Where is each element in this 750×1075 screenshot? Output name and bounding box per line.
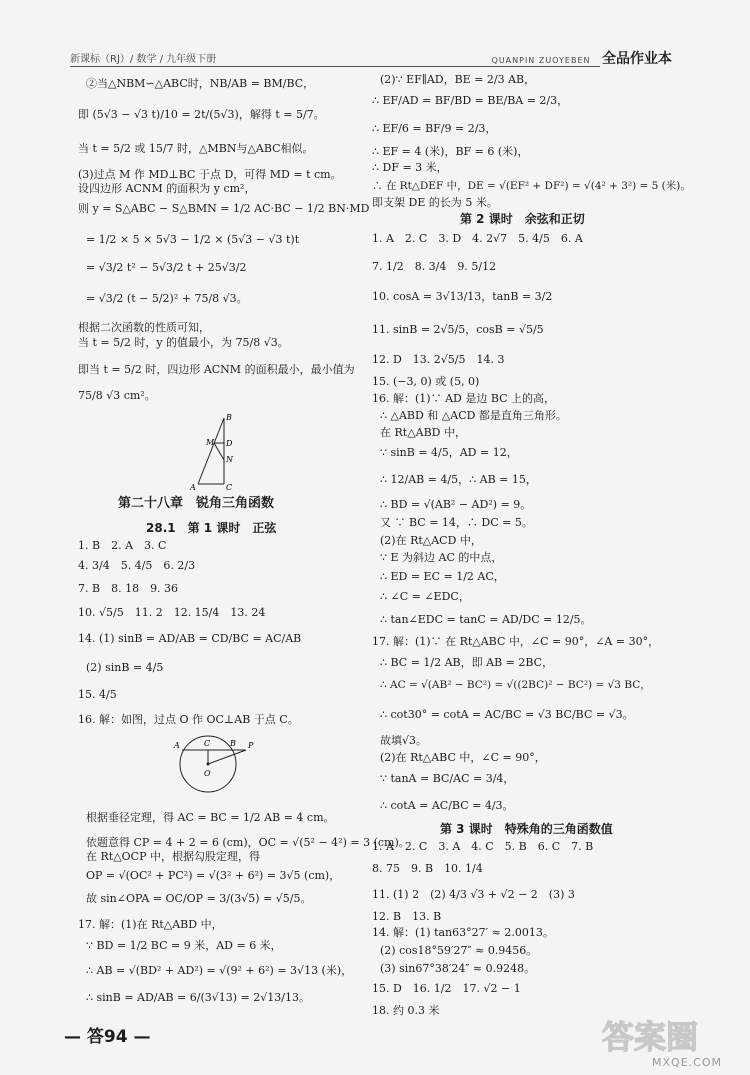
- text-line: 即 (5√3 − √3 t)/10 = 2t/(5√3)，解得 t = 5/7。: [78, 108, 325, 121]
- watermark-text: 答案圈: [602, 1018, 699, 1056]
- text-line: 故 sin∠OPA = OC/OP = 3/(3√5) = √5/5。: [86, 892, 312, 905]
- text-line: 18. 约 0.3 米: [372, 1004, 440, 1017]
- text-line: 16. 解：(1)∵ AD 是边 BC 上的高，: [372, 392, 556, 405]
- text-line: 10. cosA = 3√13/13，tanB = 3/2: [372, 290, 553, 303]
- text-line: ∵ tanA = BC/AC = 3/4，: [380, 772, 515, 785]
- text-line: ∴ BC = 1/2 AB，即 AB = 2BC，: [380, 656, 554, 669]
- watermark-url: MXQE.COM: [652, 1056, 722, 1069]
- text-line: (3)过点 M 作 MD⊥BC 于点 D，可得 MD = t cm。: [78, 168, 342, 181]
- section-title: 28.1 第 1 课时 正弦: [146, 521, 277, 535]
- text-line: 根据垂径定理，得 AC = BC = 1/2 AB = 4 cm。: [86, 811, 335, 824]
- text-line: (2) sinB = 4/5: [86, 661, 164, 674]
- text-line: ∴ DF = 3 米，: [372, 161, 448, 174]
- text-line: 当 t = 5/2 或 15/7 时，△MBN与△ABC相似。: [78, 142, 314, 155]
- text-line: ∴ 12/AB = 4/5，∴ AB = 15，: [380, 473, 537, 486]
- text-line: 7. B 8. 18 9. 36: [78, 582, 179, 595]
- fig2-label: O: [204, 769, 211, 778]
- text-line: 4. 3/4 5. 4/5 6. 2/3: [78, 559, 196, 572]
- text-line: 15. D 16. 1/2 17. √2 − 1: [372, 982, 521, 995]
- text-line: (2)∵ EF∥AD，BE = 2/3 AB，: [380, 73, 536, 86]
- text-line: (3) sin67°38′24″ ≈ 0.9248。: [380, 962, 536, 975]
- text-line: ②当△NBM∽△ABC时，NB/AB = BM/BC，: [86, 77, 315, 90]
- text-line: ∴ 在 Rt△DEF 中，DE = √(EF² + DF²) = √(4² + 3²) = 5 (米)。: [372, 180, 691, 192]
- text-line: 16. 解：如图，过点 O 作 OC⊥AB 于点 C。: [78, 713, 299, 726]
- text-line: ∵ BD = 1/2 BC = 9 米，AD = 6 米，: [86, 939, 282, 952]
- text-line: (2) cos18°59′27″ ≈ 0.9456。: [380, 944, 538, 957]
- text-line: ∴ EF/6 = BF/9 = 2/3，: [372, 122, 497, 135]
- text-line: ∴ cotA = AC/BC = 4/3。: [380, 799, 514, 812]
- fig1-label: A: [190, 483, 196, 492]
- text-line: 10. √5/5 11. 2 12. 15/4 13. 24: [78, 606, 266, 619]
- fig1-label: B: [226, 413, 232, 422]
- brand: [492, 48, 672, 68]
- text-line: 设四边形 ACNM 的面积为 y cm²，: [78, 182, 256, 195]
- page-number-text: 答94: [86, 1027, 128, 1047]
- text-line: ∴ ∠C = ∠EDC，: [380, 590, 470, 603]
- text-line: (2)在 Rt△ACD 中，: [380, 534, 482, 547]
- text-line: = √3/2 (t − 5/2)² + 75/8 √3。: [86, 292, 248, 305]
- text-line: 15. 4/5: [78, 688, 117, 701]
- text-line: 7. 1/2 8. 3/4 9. 5/12: [372, 260, 497, 273]
- text-line: 则 y = S△ABC − S△BMN = 1/2 AC·BC − 1/2 BN·MD: [78, 202, 370, 215]
- fig1-label: N: [226, 455, 233, 464]
- text-line: ∴ EF = 4 (米)，BF = 6 (米)，: [372, 145, 529, 158]
- text-line: 12. B 13. B: [372, 910, 442, 923]
- text-line: 8. 75 9. B 10. 1/4: [372, 862, 483, 875]
- text-line: ∴ ED = EC = 1/2 AC，: [380, 570, 505, 583]
- text-line: (2)在 Rt△ABC 中，∠C = 90°，: [380, 751, 546, 764]
- text-line: 1. A 2. C 3. D 4. 2√7 5. 4/5 6. A: [372, 232, 583, 245]
- fig2-label: B: [230, 739, 236, 748]
- text-line: 11. (1) 2 (2) 4/3 √3 + √2 − 2 (3) 3: [372, 888, 575, 901]
- text-line: 14. 解：(1) tan63°27′ ≈ 2.0013。: [372, 926, 554, 939]
- circle-figure: [166, 726, 256, 798]
- text-line: = √3/2 t² − 5√3/2 t + 25√3/2: [86, 261, 247, 274]
- text-line: 17. 解：(1)∵ 在 Rt△ABC 中，∠C = 90°，∠A = 30°，: [372, 635, 660, 648]
- text-line: 在 Rt△ABD 中，: [380, 426, 467, 439]
- fig2-label: P: [248, 741, 254, 750]
- fig2-label: A: [174, 741, 180, 750]
- text-line: ∴ △ABD 和 △ACD 都是直角三角形。: [380, 409, 567, 422]
- text-line: 即当 t = 5/2 时，四边形 ACNM 的面积最小，最小值为: [78, 363, 355, 376]
- text-line: ∴ AB = √(BD² + AD²) = √(9² + 6²) = 3√13 (米)，: [86, 964, 353, 977]
- text-line: ∵ E 为斜边 AC 的中点，: [380, 551, 503, 564]
- text-line: = 1/2 × 5 × 5√3 − 1/2 × (5√3 − √3 t)t: [86, 233, 300, 246]
- fig1-label: M: [206, 438, 215, 447]
- text-line: ∴ sinB = AD/AB = 6/(3√13) = 2√13/13。: [86, 991, 310, 1004]
- page-number: — 答94 —: [64, 1027, 151, 1047]
- text-line: 15. (−3, 0) 或 (5, 0): [372, 375, 480, 388]
- section-title: 第 2 课时 余弦和正切: [460, 212, 585, 226]
- text-line: 根据二次函数的性质可知，: [78, 321, 210, 334]
- text-line: 故填√3。: [380, 734, 428, 747]
- text-line: 依题意得 CP = 4 + 2 = 6 (cm)，OC = √(5² − 4²) = 3 (cm)。: [86, 836, 410, 849]
- text-line: ∴ BD = √(AB² − AD²) = 9。: [380, 498, 532, 511]
- text-line: 12. D 13. 2√5/5 14. 3: [372, 353, 505, 366]
- fig2-label: C: [204, 739, 211, 748]
- header-breadcrumb: 新课标（RJ）/ 数学 / 九年级下册: [70, 54, 217, 65]
- text-line: 14. (1) sinB = AD/AB = CD/BC = AC/AB: [78, 632, 302, 645]
- text-line: ∴ cot30° = cotA = AC/BC = √3 BC/BC = √3。: [380, 708, 634, 721]
- fig1-label: C: [226, 483, 233, 492]
- text-line: 1. A 2. C 3. A 4. C 5. B 6. C 7. B: [372, 840, 594, 853]
- text-line: 即支架 DE 的长为 5 米。: [372, 196, 498, 209]
- section-title: 第 3 课时 特殊角的三角函数值: [440, 822, 613, 836]
- text-line: 1. B 2. A 3. C: [78, 539, 167, 552]
- fig1-label: D: [226, 439, 233, 448]
- text-line: 在 Rt△OCP 中，根据勾股定理，得: [86, 850, 260, 863]
- text-line: ∴ EF/AD = BF/BD = BE/BA = 2/3，: [372, 94, 569, 107]
- text-line: OP = √(OC² + PC²) = √(3² + 6²) = 3√5 (cm)，: [86, 869, 341, 882]
- triangle-figure: [188, 412, 248, 492]
- text-line: 11. sinB = 2√5/5，cosB = √5/5: [372, 323, 544, 336]
- text-line: ∴ AC = √(AB² − BC²) = √((2BC)² − BC²) = √3 BC，: [380, 679, 651, 691]
- brand-en: QUANPIN ZUOYEBEN: [491, 56, 591, 65]
- text-line: 当 t = 5/2 时，y 的值最小，为 75/8 √3。: [78, 336, 289, 349]
- brand-cn: 全品作业本: [602, 51, 672, 67]
- text-line: 75/8 √3 cm²。: [78, 389, 156, 402]
- text-line: ∵ sinB = 4/5，AD = 12，: [380, 446, 518, 459]
- text-line: ∴ tan∠EDC = tanC = AD/DC = 12/5。: [380, 613, 592, 626]
- chapter-title: 第二十八章 锐角三角函数: [118, 496, 275, 511]
- text-line: 又 ∵ BC = 14，∴ DC = 5。: [380, 516, 533, 529]
- text-line: 17. 解：(1)在 Rt△ABD 中，: [78, 918, 223, 931]
